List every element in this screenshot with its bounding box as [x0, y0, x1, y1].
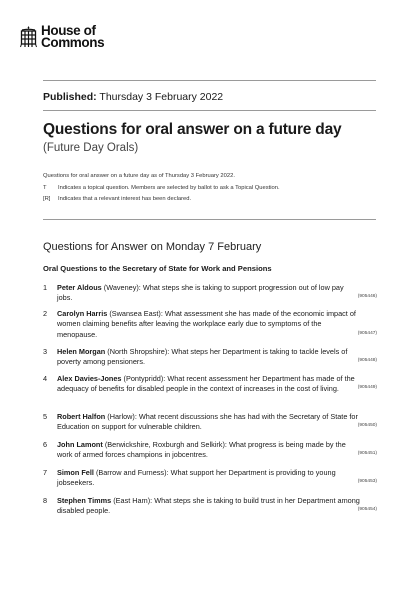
portcullis-icon [20, 26, 37, 48]
question-member: Peter Aldous [57, 283, 102, 292]
question-member: Carolyn Harris [57, 309, 108, 318]
question-member: Helen Morgan [57, 347, 106, 356]
question-reference: (905449) [357, 385, 377, 391]
question-constituency: (Swansea East): [109, 309, 163, 318]
intro-block [43, 171, 373, 206]
question-member: Simon Fell [57, 468, 94, 477]
question-number: 4 [43, 374, 48, 383]
published-line [43, 91, 223, 103]
question-number: 6 [43, 440, 48, 449]
question-number: 2 [43, 309, 48, 318]
question-number: 7 [43, 468, 48, 477]
question-text: What assessment she has made of the economic impact of women claiming benefits after leaving the workplace early due to symptoms of the menopause. [57, 309, 356, 339]
question-number: 8 [43, 496, 48, 505]
question-constituency: (Barrow and Furness): [95, 468, 169, 477]
legend-key: T [43, 184, 47, 191]
page-subtitle: (Future Day Orals) [43, 142, 139, 154]
question-text: What steps she is taking to build trust in her Department among disabled people. [57, 496, 360, 516]
published-date: Thursday 3 February 2022 [99, 91, 224, 103]
logo-text [41, 25, 104, 48]
legend-text: Indicates a topical question. Members are selected by ballot to ask a Topical Question. [58, 184, 280, 191]
question-text: What steps she is taking to support progression out of low pay jobs. [57, 283, 344, 303]
question-reference: (905451) [357, 451, 377, 457]
published-divider [43, 110, 376, 111]
question-reference: (905453) [357, 479, 377, 485]
question-constituency: (Harlow): [107, 412, 137, 421]
question-constituency: (Pontypridd): [123, 374, 166, 383]
question-item [43, 412, 377, 433]
top-divider [43, 80, 376, 81]
question-number: 1 [43, 283, 48, 292]
question-reference: (905448) [357, 358, 377, 364]
logo-line-2: Commons [41, 34, 105, 50]
question-member: Stephen Timms [57, 496, 112, 505]
legend-text: Indicates that a relevant interest has been declared. [58, 196, 192, 202]
question-member: John Lamont [57, 440, 103, 449]
published-label: Published: [43, 91, 97, 103]
question-member: Robert Halfon [57, 412, 106, 421]
department-heading: Oral Questions to the Secretary of State for Work and Pensions [43, 264, 272, 273]
question-constituency: (East Ham): [113, 496, 153, 505]
question-constituency: (Waveney): [103, 283, 141, 292]
question-text: What recent assessment her Department has made of the adequacy of benefits for disabled people in the context of increases in the cost of living. [57, 374, 355, 394]
intro-text: Questions for oral answer on a future day as of Thursday 3 February 2022. [43, 173, 235, 179]
logo-line-1: House of [41, 23, 96, 38]
legend-interest [43, 194, 373, 206]
question-text: What progress is being made by the work of armed forces champions in jobcentres. [57, 440, 346, 460]
question-item [43, 496, 377, 517]
question-number: 3 [43, 347, 48, 356]
day-heading: Questions for Answer on Monday 7 February [43, 241, 262, 253]
legend-topical [43, 183, 373, 195]
question-item [43, 309, 377, 340]
question-text: What support her Department is providing to young jobseekers. [57, 468, 336, 488]
question-item [43, 283, 377, 304]
question-member: Alex Davies-Jones [57, 374, 122, 383]
question-text: What steps her Department is taking to tackle levels of poverty among pensioners. [57, 347, 348, 367]
page-title: Questions for oral answer on a future day [43, 121, 342, 138]
question-reference: (905447) [357, 330, 377, 336]
intro-divider [43, 219, 376, 220]
question-text: What recent discussions she has had with the Secretary of State for Education on support for vulnerable children. [57, 412, 358, 432]
house-of-commons-logo [20, 25, 104, 48]
legend-key: [R] [43, 196, 51, 202]
question-constituency: (North Shropshire): [107, 347, 170, 356]
question-item [43, 468, 377, 489]
question-item [43, 374, 377, 395]
question-reference: (905446) [357, 294, 377, 300]
question-reference: (905450) [357, 423, 377, 429]
question-item [43, 440, 377, 461]
question-reference: (905454) [357, 507, 377, 513]
question-item [43, 347, 377, 368]
question-constituency: (Berwickshire, Roxburgh and Selkirk): [104, 440, 227, 449]
question-number: 5 [43, 412, 48, 421]
